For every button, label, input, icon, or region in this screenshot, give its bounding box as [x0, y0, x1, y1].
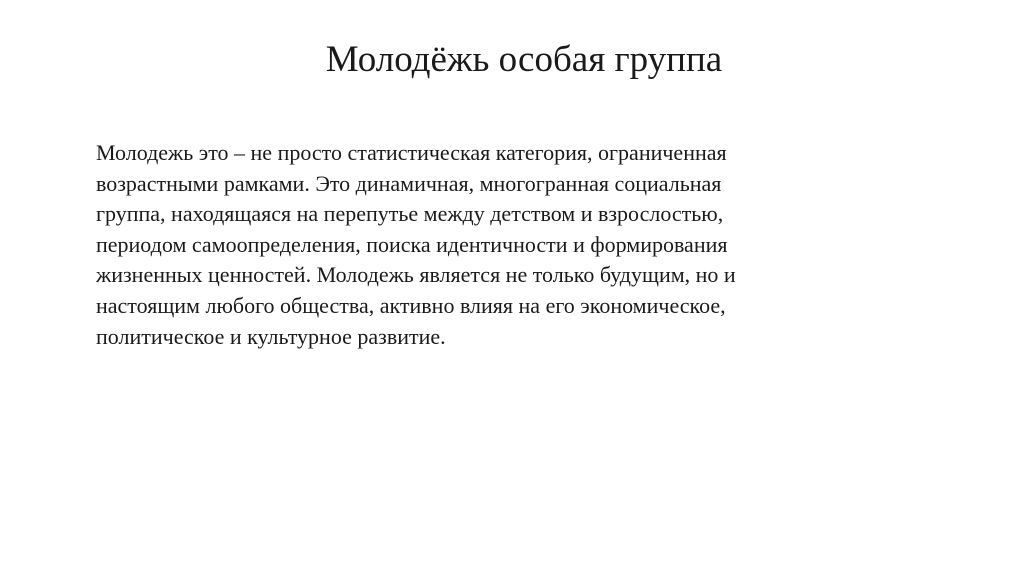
- body-line: политическое и культурное развитие.: [96, 323, 446, 349]
- body-line: группа, находящаяся на перепутье между детством и взрослостью,: [96, 201, 724, 227]
- body-line: жизненных ценностей. Молодежь является не только будущим, но и: [96, 262, 736, 288]
- body-line: Молодежь это – не просто статистическая категория, ограниченная: [96, 140, 727, 165]
- body-line: настоящим любого общества, активно влияя на его экономическое,: [96, 292, 726, 318]
- slide-title: Молодёжь особая группа: [325, 39, 723, 80]
- body-line: возрастными рамками. Это динамичная, многогранная социальная: [96, 170, 722, 196]
- slide-body-text: [96, 138, 836, 352]
- body-line: периодом самоопределения, поиска идентичности и формирования: [96, 231, 728, 257]
